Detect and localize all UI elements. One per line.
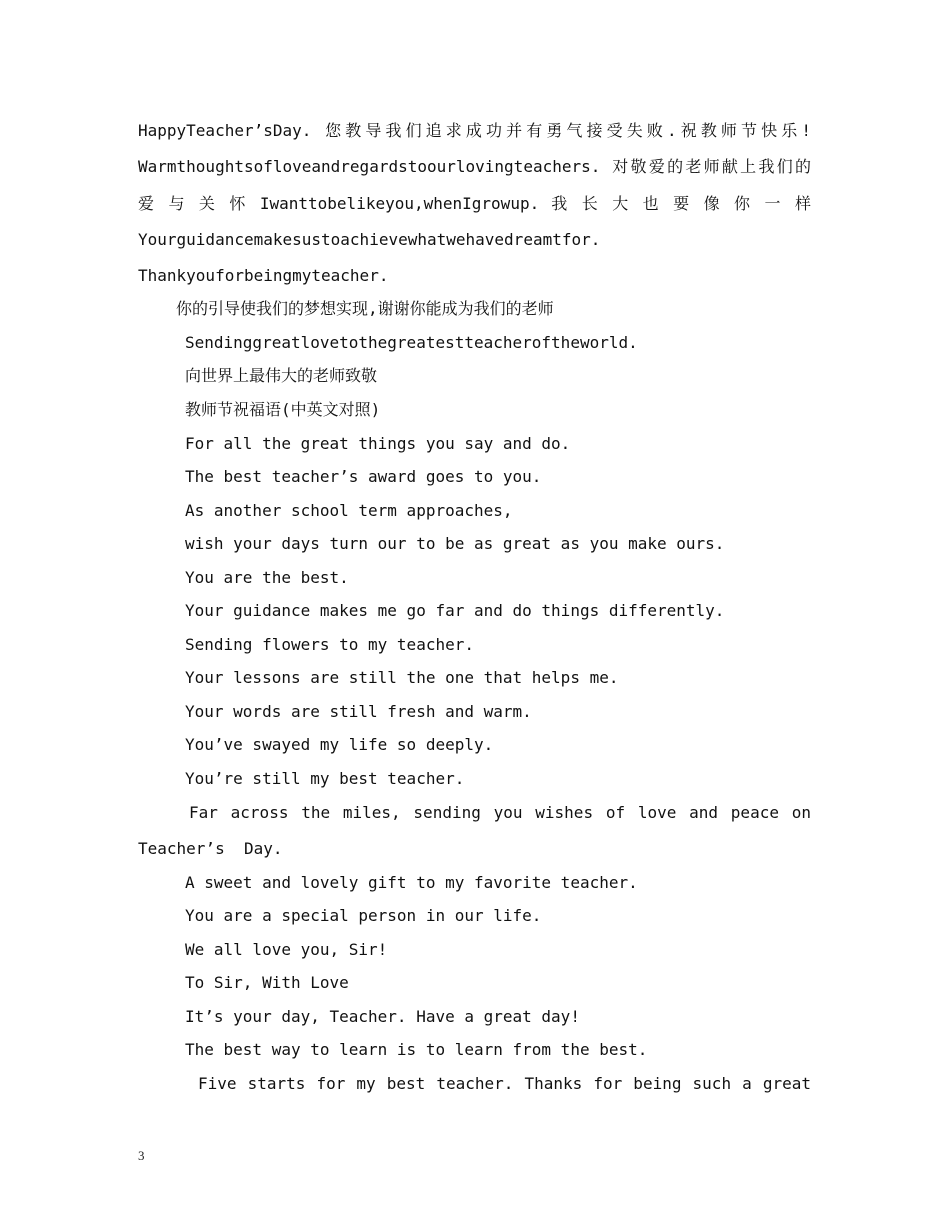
text-line: As another school term approaches, <box>185 501 513 520</box>
text-line: We all love you, Sir! <box>185 940 388 959</box>
text-line: Teacher’s Day. <box>138 839 283 858</box>
text-line: Sending flowers to my teacher. <box>185 635 474 654</box>
text-line: wish your days turn our to be as great as you make ours. <box>185 534 725 553</box>
text-line: Thankyouforbeingmyteacher. <box>138 266 389 285</box>
text-line: You are the best. <box>185 568 349 587</box>
text-line: Your words are still fresh and warm. <box>185 702 532 721</box>
text-line: To Sir, With Love <box>185 973 349 992</box>
text-line: 爱 与 关 怀 Iwanttobelikeyou,whenIgrowup. 我 长 大 也 要 像 你 一 样 <box>138 194 811 213</box>
text-line: 向世界上最伟大的老师致敬 <box>185 366 378 385</box>
text-line: You’ve swayed my life so deeply. <box>185 735 494 754</box>
page-number: 3 <box>138 1148 145 1163</box>
text-line: Sendinggreatlovetothegreatestteacheroftheworld. <box>185 333 638 352</box>
text-line: Five starts for my best teacher. Thanks for being such a great <box>198 1074 811 1093</box>
text-line: HappyTeacher’sDay. 您教导我们追求成功并有勇气接受失败.祝教师节快乐! <box>138 121 811 140</box>
text-line: Warmthoughtsofloveandregardstoourlovingteachers. 对敬爱的老师献上我们的 <box>138 157 811 176</box>
text-line: The best way to learn is to learn from the best. <box>185 1040 648 1059</box>
text-line: Your lessons are still the one that helps me. <box>185 668 619 687</box>
text-line: Far across the miles, sending you wishes of love and peace on <box>189 803 811 822</box>
text-line: Your guidance makes me go far and do things differently. <box>185 601 725 620</box>
text-line: You’re still my best teacher. <box>185 769 465 788</box>
text-line: 你的引导使我们的梦想实现,谢谢你能成为我们的老师 <box>176 299 554 318</box>
text-line: The best teacher’s award goes to you. <box>185 467 542 486</box>
text-line: It’s your day, Teacher. Have a great day! <box>185 1007 580 1026</box>
text-line: A sweet and lovely gift to my favorite teacher. <box>185 873 638 892</box>
text-line: For all the great things you say and do. <box>185 434 571 453</box>
text-line: You are a special person in our life. <box>185 906 542 925</box>
text-line: Yourguidancemakesustoachievewhatwehavedreamtfor. <box>138 230 601 249</box>
section-heading: 教师节祝福语(中英文对照) <box>185 400 381 419</box>
